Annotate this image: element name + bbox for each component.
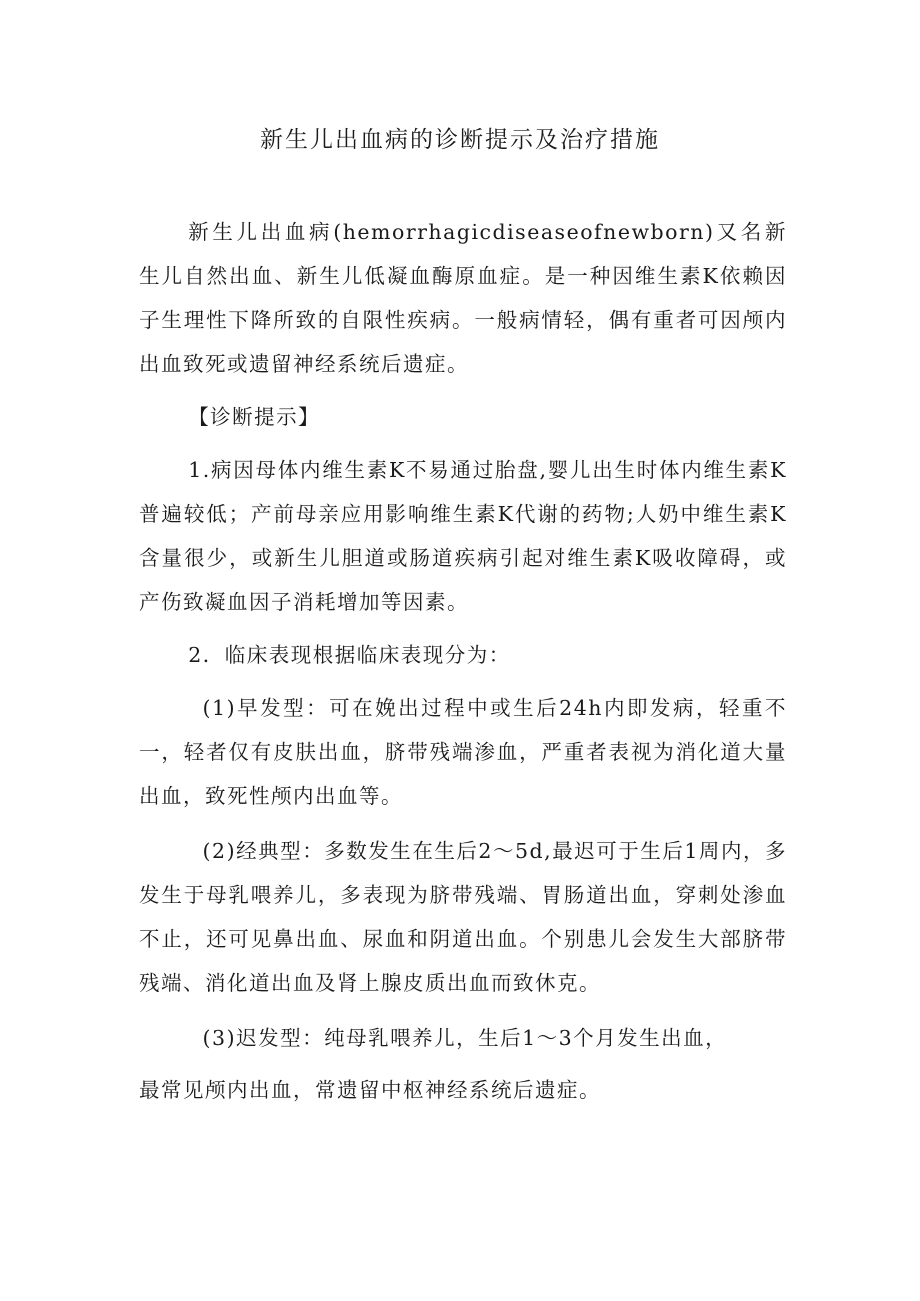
item-2-1-paragraph: (1)早发型：可在娩出过程中或生后24h内即发病，轻重不一，轻者仅有皮肤出血，脐带残端渗血，严重者表视为消化道大量出血，致死性颅内出血等。	[139, 696, 787, 808]
diagnosis-heading: 【诊断提示】	[188, 405, 321, 429]
item-2-3-line-2: 最常见颅内出血，常遗留中枢神经系统后遗症。	[139, 1078, 601, 1102]
document-title: 新生儿出血病的诊断提示及治疗措施	[260, 127, 660, 153]
item-2-2-paragraph: (2)经典型：多数发生在生后2～5d,最迟可于生后1周内，多发生于母乳喂养儿，多表现为脐带残端、胃肠道出血，穿刺处渗血不止，还可见鼻出血、尿血和阴道出血。个别患儿会发生大部脐带残端、消化道出血及肾上腺皮质出血而致休克。	[139, 839, 787, 995]
item-1-paragraph: 1.病因母体内维生素K不易通过胎盘,婴儿出生时体内维生素K普遍较低；产前母亲应用影响维生素K代谢的药物;人奶中维生素K含量很少，或新生儿胆道或肠道疾病引起对维生素K吸收障碍，或产伤致凝血因子消耗增加等因素。	[139, 458, 787, 614]
item-2-3-line-1: (3)迟发型：纯母乳喂养儿，生后1～3个月发生出血，	[202, 1026, 728, 1050]
item-2-3-paragraph	[139, 1016, 787, 1112]
item-2-paragraph: 2．临床表现根据临床表现分为：	[188, 643, 511, 667]
document-body	[139, 210, 787, 1112]
intro-paragraph: 新生儿出血病(hemorrhagicdiseaseofnewborn)又名新生儿自然出血、新生儿低凝血酶原血症。是一种因维生素K依赖因子生理性下降所致的自限性疾病。一般病情轻，偶有重者可因颅内出血致死或遗留神经系统后遗症。	[139, 220, 787, 376]
